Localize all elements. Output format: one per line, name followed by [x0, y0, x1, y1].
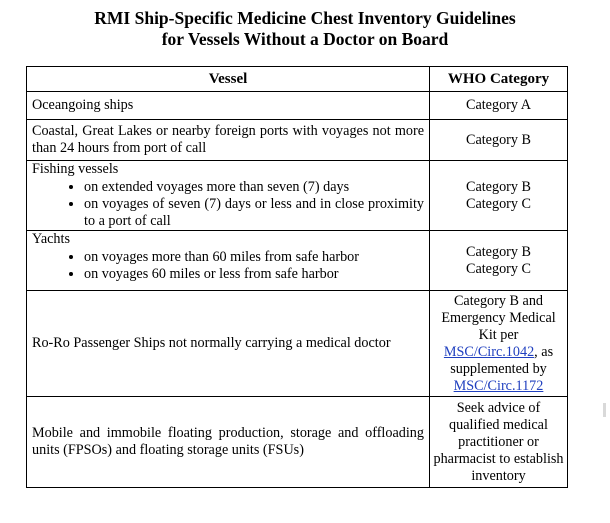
document-title: [0, 8, 610, 50]
list-item: • on voyages 60 miles or less from safe harbor: [84, 266, 424, 283]
table-row: [27, 120, 568, 161]
table-row: [27, 231, 568, 291]
table-row: [27, 397, 568, 488]
voyage-bullet-list: [32, 179, 424, 230]
list-item: • on extended voyages more than seven (7) days: [84, 179, 424, 196]
category-label: Category B: [465, 178, 531, 195]
medicine-chest-table: [26, 66, 568, 488]
category-text: , as supplemented by: [450, 343, 554, 377]
category-cell: [430, 231, 568, 291]
scroll-edge-mark: [603, 403, 606, 417]
msc-circ-1042-link[interactable]: MSC/Circ.1042: [443, 343, 535, 360]
table-row: [27, 92, 568, 120]
vessel-type-label: Fishing vessels: [32, 161, 119, 177]
category-cell: [430, 161, 568, 231]
vessel-cell: [27, 231, 430, 291]
title-line-1: RMI Ship-Specific Medicine Chest Inventory Guidelines: [94, 8, 516, 28]
vessel-cell: Oceangoing ships: [27, 92, 430, 120]
vessel-cell: [27, 161, 430, 231]
list-item: • on voyages of seven (7) days or less and in close proximity to a port of call: [84, 196, 424, 230]
voyage-bullet-list: [32, 249, 424, 283]
header-row: [27, 67, 568, 92]
category-cell: Category A: [430, 92, 568, 120]
header-who-category: WHO Category: [430, 67, 568, 92]
msc-circ-1172-link[interactable]: MSC/Circ.1172: [453, 377, 544, 394]
category-cell: Seek advice of qualified medical practitioner or pharmacist to establish inventory: [430, 397, 568, 488]
category-text: Category B and Emergency Medical Kit per: [441, 292, 556, 343]
vessel-type-label: Yachts: [32, 231, 70, 247]
vessel-cell: Mobile and immobile floating production, storage and offloading units (FPSOs) and floating storage units (FSUs): [27, 397, 430, 488]
table-row: [27, 291, 568, 397]
category-label: Category C: [465, 260, 531, 277]
title-line-2: for Vessels Without a Doctor on Board: [161, 29, 449, 49]
category-label: Category C: [465, 195, 531, 212]
vessel-cell: Coastal, Great Lakes or nearby foreign ports with voyages not more than 24 hours from port of call: [27, 120, 430, 161]
vessel-cell: Ro-Ro Passenger Ships not normally carrying a medical doctor: [27, 291, 430, 397]
header-vessel: Vessel: [27, 67, 430, 92]
table-row: [27, 161, 568, 231]
list-item: • on voyages more than 60 miles from safe harbor: [84, 249, 424, 266]
category-cell: Category B: [430, 120, 568, 161]
category-label: Category B: [465, 243, 531, 260]
category-cell: [430, 291, 568, 397]
